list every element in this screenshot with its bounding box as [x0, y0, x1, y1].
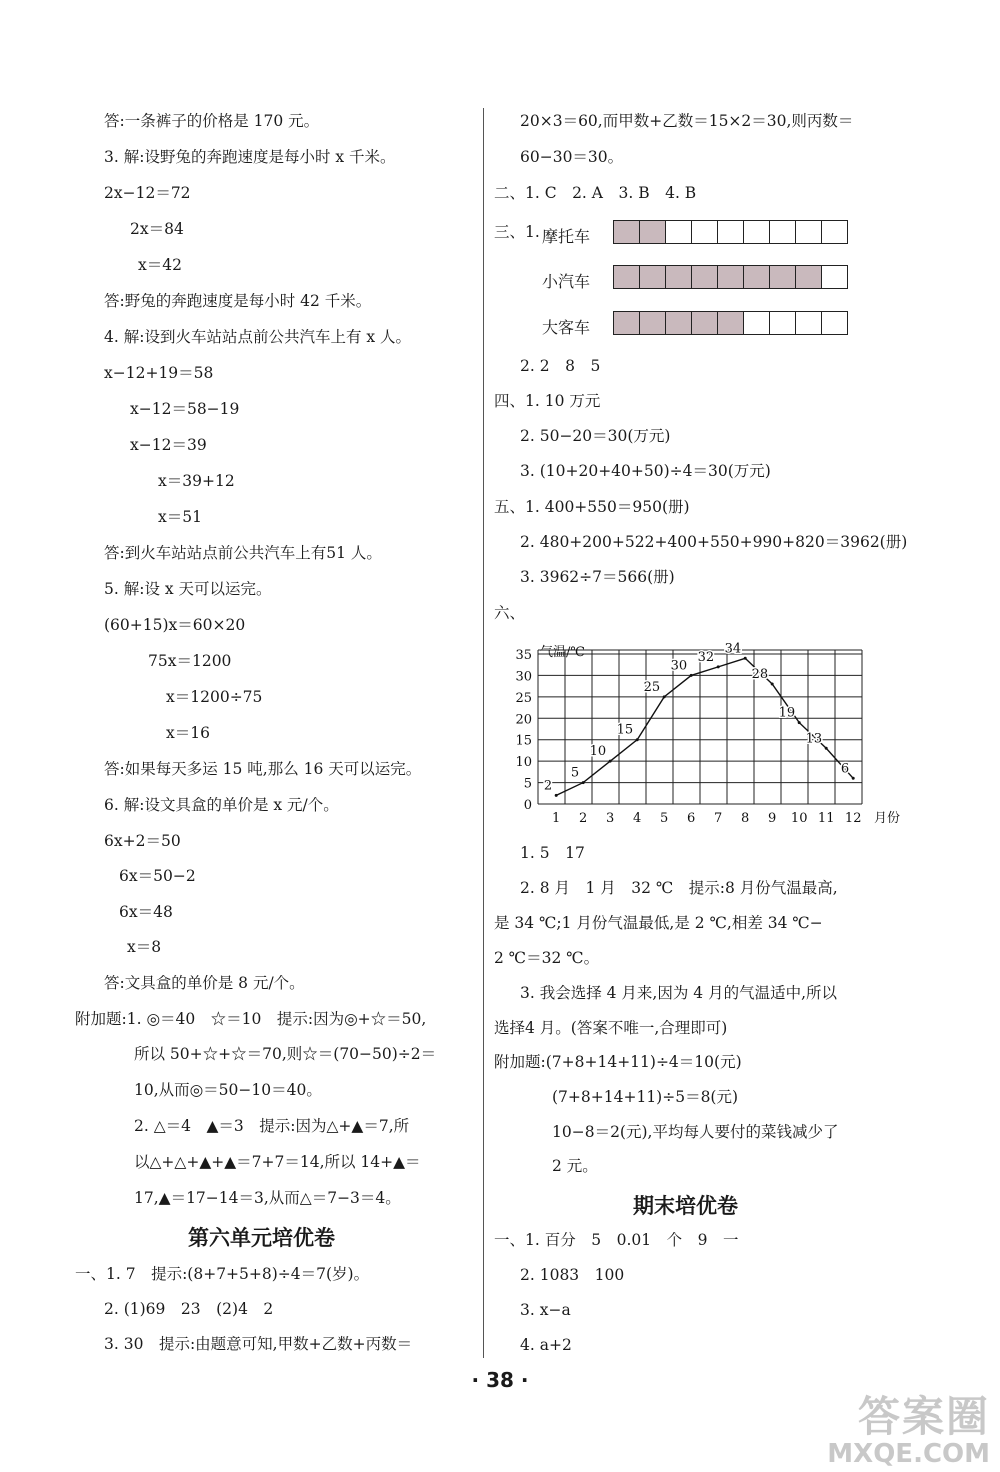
equation-line: 6x+2＝50 [104, 832, 181, 850]
answer-line: 2. 1083 100 [520, 1266, 625, 1284]
answer-line: 2. 2 8 5 [520, 357, 601, 375]
answer-line: 3. x−a [520, 1301, 571, 1319]
bonus-question-line: 2. △＝4 ▲＝3 提示:因为△+▲＝7,所 [134, 1117, 410, 1135]
data-label: 10 [589, 744, 607, 760]
answer-line: 答:一条裤子的价格是 170 元。 [104, 112, 320, 130]
data-label: 6 [840, 761, 850, 777]
x-tick-label: 6 [687, 811, 696, 826]
equation-line: x＝39+12 [158, 472, 235, 490]
bar-cell-filled [613, 220, 640, 244]
answer-line: 是 34 ℃;1 月份气温最低,是 2 ℃,相差 34 ℃− [494, 914, 823, 932]
x-tick-label: 1 [552, 811, 561, 826]
x-tick-label: 7 [714, 811, 723, 826]
equation-line: 2x＝84 [130, 220, 184, 238]
y-tick-label: 15 [515, 733, 532, 749]
data-label: 2 [543, 778, 553, 794]
bar-cell-empty [821, 220, 848, 244]
bar-cell-filled [639, 311, 666, 335]
bar-cell-filled [795, 265, 822, 289]
equation-line: x＝16 [166, 724, 210, 742]
x-tick-label: 10 [790, 811, 808, 826]
bonus-question-line: 附加题:1. ◎＝40 ☆＝10 提示:因为◎+☆＝50, [75, 1010, 427, 1028]
data-point [744, 657, 747, 660]
answer-line: 2 ℃＝32 ℃。 [494, 949, 600, 967]
data-point [717, 665, 720, 668]
x-axis-title: 月份 [874, 811, 901, 826]
data-point [852, 777, 855, 780]
answer-line: 3. 3962÷7＝566(册) [520, 568, 675, 586]
bar-cell-filled [613, 265, 640, 289]
bar-cell-filled [717, 311, 744, 335]
bonus-question-line: 所以 50+☆+☆＝70,则☆＝(70−50)÷2＝ [134, 1045, 437, 1063]
data-point [690, 674, 693, 677]
bar-row-motorcycle [613, 220, 856, 244]
bar-cell-filled [743, 265, 770, 289]
data-point [663, 695, 666, 698]
answer-line: 五、1. 400+550＝950(册) [494, 498, 690, 516]
y-tick-label: 0 [523, 798, 532, 813]
answer-line: 选择4 月。(答案不唯一,合理即可) [494, 1019, 728, 1037]
section-title: 期末培优卷 [633, 1194, 738, 1218]
equation-line: 6x＝48 [119, 903, 173, 921]
bar-cell-empty [795, 311, 822, 335]
section-title: 第六单元培优卷 [188, 1226, 335, 1250]
bar-cell-filled [717, 265, 744, 289]
x-tick-label: 2 [579, 811, 588, 826]
bar-cell-filled [639, 220, 666, 244]
y-tick-label: 10 [515, 755, 532, 771]
solution-line: 5. 解:设 x 天可以运完。 [104, 580, 272, 598]
bar-label-motorcycle: 摩托车 [542, 227, 591, 246]
page-number: · 38 · [471, 1368, 529, 1392]
answer-line: 一、1. 7 提示:(8+7+5+8)÷4＝7(岁)。 [75, 1265, 370, 1283]
equation-line: x＝1200÷75 [166, 688, 263, 706]
answer-line: 答:到火车站站点前公共汽车上有51 人。 [104, 544, 382, 562]
answer-line: 三、1. [494, 223, 540, 241]
data-point [636, 738, 639, 741]
y-tick-label: 20 [515, 712, 532, 728]
data-label: 13 [805, 731, 823, 747]
answer-line: 3. 30 提示:由题意可知,甲数+乙数+丙数＝ [104, 1335, 413, 1353]
y-tick-label: 30 [515, 669, 532, 685]
solution-line: 3. 解:设野兔的奔跑速度是每小时 x 千米。 [104, 148, 396, 166]
bar-label-bus: 大客车 [542, 318, 591, 337]
x-tick-label: 8 [741, 811, 750, 826]
data-label: 32 [697, 649, 715, 665]
answer-line: 答:文具盒的单价是 8 元/个。 [104, 974, 305, 992]
data-point [582, 781, 585, 784]
bar-cell-filled [613, 311, 640, 335]
equation-line: x＝42 [138, 256, 182, 274]
bonus-question-line: (7+8+14+11)÷5＝8(元) [552, 1088, 739, 1106]
bar-cell-filled [691, 311, 718, 335]
bar-cell-filled [665, 311, 692, 335]
data-label: 19 [778, 705, 796, 721]
bonus-question-line: 17,▲＝17−14＝3,从而△＝7−3＝4。 [134, 1189, 401, 1207]
bonus-question-line: 2 元。 [552, 1157, 598, 1175]
answer-line: 2. 480+200+522+400+550+990+820＝3962(册) [520, 533, 908, 551]
solution-line: 6. 解:设文具盒的单价是 x 元/个。 [104, 796, 339, 814]
bar-cell-empty [743, 220, 770, 244]
bar-row-bus [613, 311, 856, 335]
bar-cell-filled [691, 265, 718, 289]
answer-line: 60−30＝30。 [520, 148, 624, 166]
equation-line: x＝51 [158, 508, 202, 526]
data-label: 28 [751, 667, 769, 682]
bar-cell-filled [665, 265, 692, 289]
bonus-question-line: 附加题:(7+8+14+11)÷4＝10(元) [494, 1053, 742, 1071]
bar-cell-filled [769, 265, 796, 289]
data-point [825, 747, 828, 750]
equation-line: x＝8 [127, 938, 162, 956]
watermark-url: MXQE.COM [827, 1439, 990, 1469]
bar-label-car: 小汽车 [542, 272, 591, 291]
y-tick-label: 25 [515, 690, 532, 706]
bonus-question-line: 10,从而◎＝50−10＝40。 [134, 1081, 322, 1099]
answer-line: 2. 50−20＝30(万元) [520, 427, 671, 445]
bar-cell-empty [769, 311, 796, 335]
watermark-logo-text: 答案圈 [857, 1392, 990, 1441]
y-tick-label: 35 [515, 648, 532, 663]
answer-line: 答:野兔的奔跑速度是每小时 42 千米。 [104, 292, 372, 310]
data-label: 34 [724, 641, 742, 657]
equation-line: x−12＝39 [130, 436, 207, 454]
x-tick-label: 4 [633, 811, 642, 826]
bar-cell-empty [665, 220, 692, 244]
bar-cell-empty [691, 220, 718, 244]
equation-line: x−12+19＝58 [104, 364, 214, 382]
data-label: 5 [570, 765, 580, 781]
data-label: 30 [670, 658, 688, 674]
temperature-series-line [556, 658, 853, 795]
equation-line: 6x＝50−2 [119, 867, 196, 885]
answer-line: 一、1. 百分 5 0.01 个 9 一 [494, 1231, 739, 1249]
data-point [798, 721, 801, 724]
answer-line: 3. 我会选择 4 月来,因为 4 月的气温适中,所以 [520, 984, 838, 1002]
equation-line: 2x−12＝72 [104, 184, 191, 202]
temperature-line-chart [490, 630, 910, 830]
bar-cell-empty [743, 311, 770, 335]
bonus-question-line: 10−8＝2(元),平均每人要付的菜钱减少了 [552, 1123, 839, 1141]
answer-line: 二、1. C 2. A 3. B 4. B [494, 184, 697, 202]
answer-line: 4. a+2 [520, 1336, 572, 1354]
watermark [827, 1394, 990, 1468]
bar-row-car [613, 265, 856, 289]
x-tick-label: 12 [844, 811, 862, 826]
answer-line: 四、1. 10 万元 [494, 392, 601, 410]
x-tick-label: 3 [606, 811, 615, 826]
data-point [771, 683, 774, 686]
answer-line: 2. 8 月 1 月 32 ℃ 提示:8 月份气温最高, [520, 879, 838, 897]
answer-line: 2. (1)69 23 (2)4 2 [104, 1300, 274, 1318]
data-point [555, 794, 558, 797]
bar-cell-filled [639, 265, 666, 289]
equation-line: x−12＝58−19 [130, 400, 240, 418]
y-axis-title: 气温/℃ [540, 645, 585, 660]
x-tick-label: 9 [768, 811, 777, 826]
bar-cell-empty [795, 220, 822, 244]
bar-cell-empty [821, 265, 848, 289]
bar-cell-empty [717, 220, 744, 244]
x-tick-label: 5 [660, 811, 669, 826]
answer-line: 六、 [494, 604, 526, 622]
x-tick-label: 11 [817, 811, 835, 826]
equation-line: 75x＝1200 [148, 652, 232, 670]
data-point [609, 760, 612, 763]
answer-line: 1. 5 17 [520, 844, 585, 862]
bonus-question-line: 以△+△+▲+▲＝7+7＝14,所以 14+▲＝ [134, 1153, 421, 1171]
column-divider [483, 108, 484, 1358]
bar-cell-empty [821, 311, 848, 335]
data-label: 15 [616, 722, 634, 738]
data-label: 25 [643, 679, 661, 695]
answer-line: 3. (10+20+40+50)÷4＝30(万元) [520, 462, 771, 480]
bar-cell-empty [769, 220, 796, 244]
y-tick-label: 5 [523, 776, 532, 792]
equation-line: (60+15)x＝60×20 [104, 616, 246, 634]
answer-line: 答:如果每天多运 15 吨,那么 16 天可以运完。 [104, 760, 422, 778]
answer-line: 20×3＝60,而甲数+乙数＝15×2＝30,则丙数＝ [520, 112, 854, 130]
solution-line: 4. 解:设到火车站站点前公共汽车上有 x 人。 [104, 328, 412, 346]
